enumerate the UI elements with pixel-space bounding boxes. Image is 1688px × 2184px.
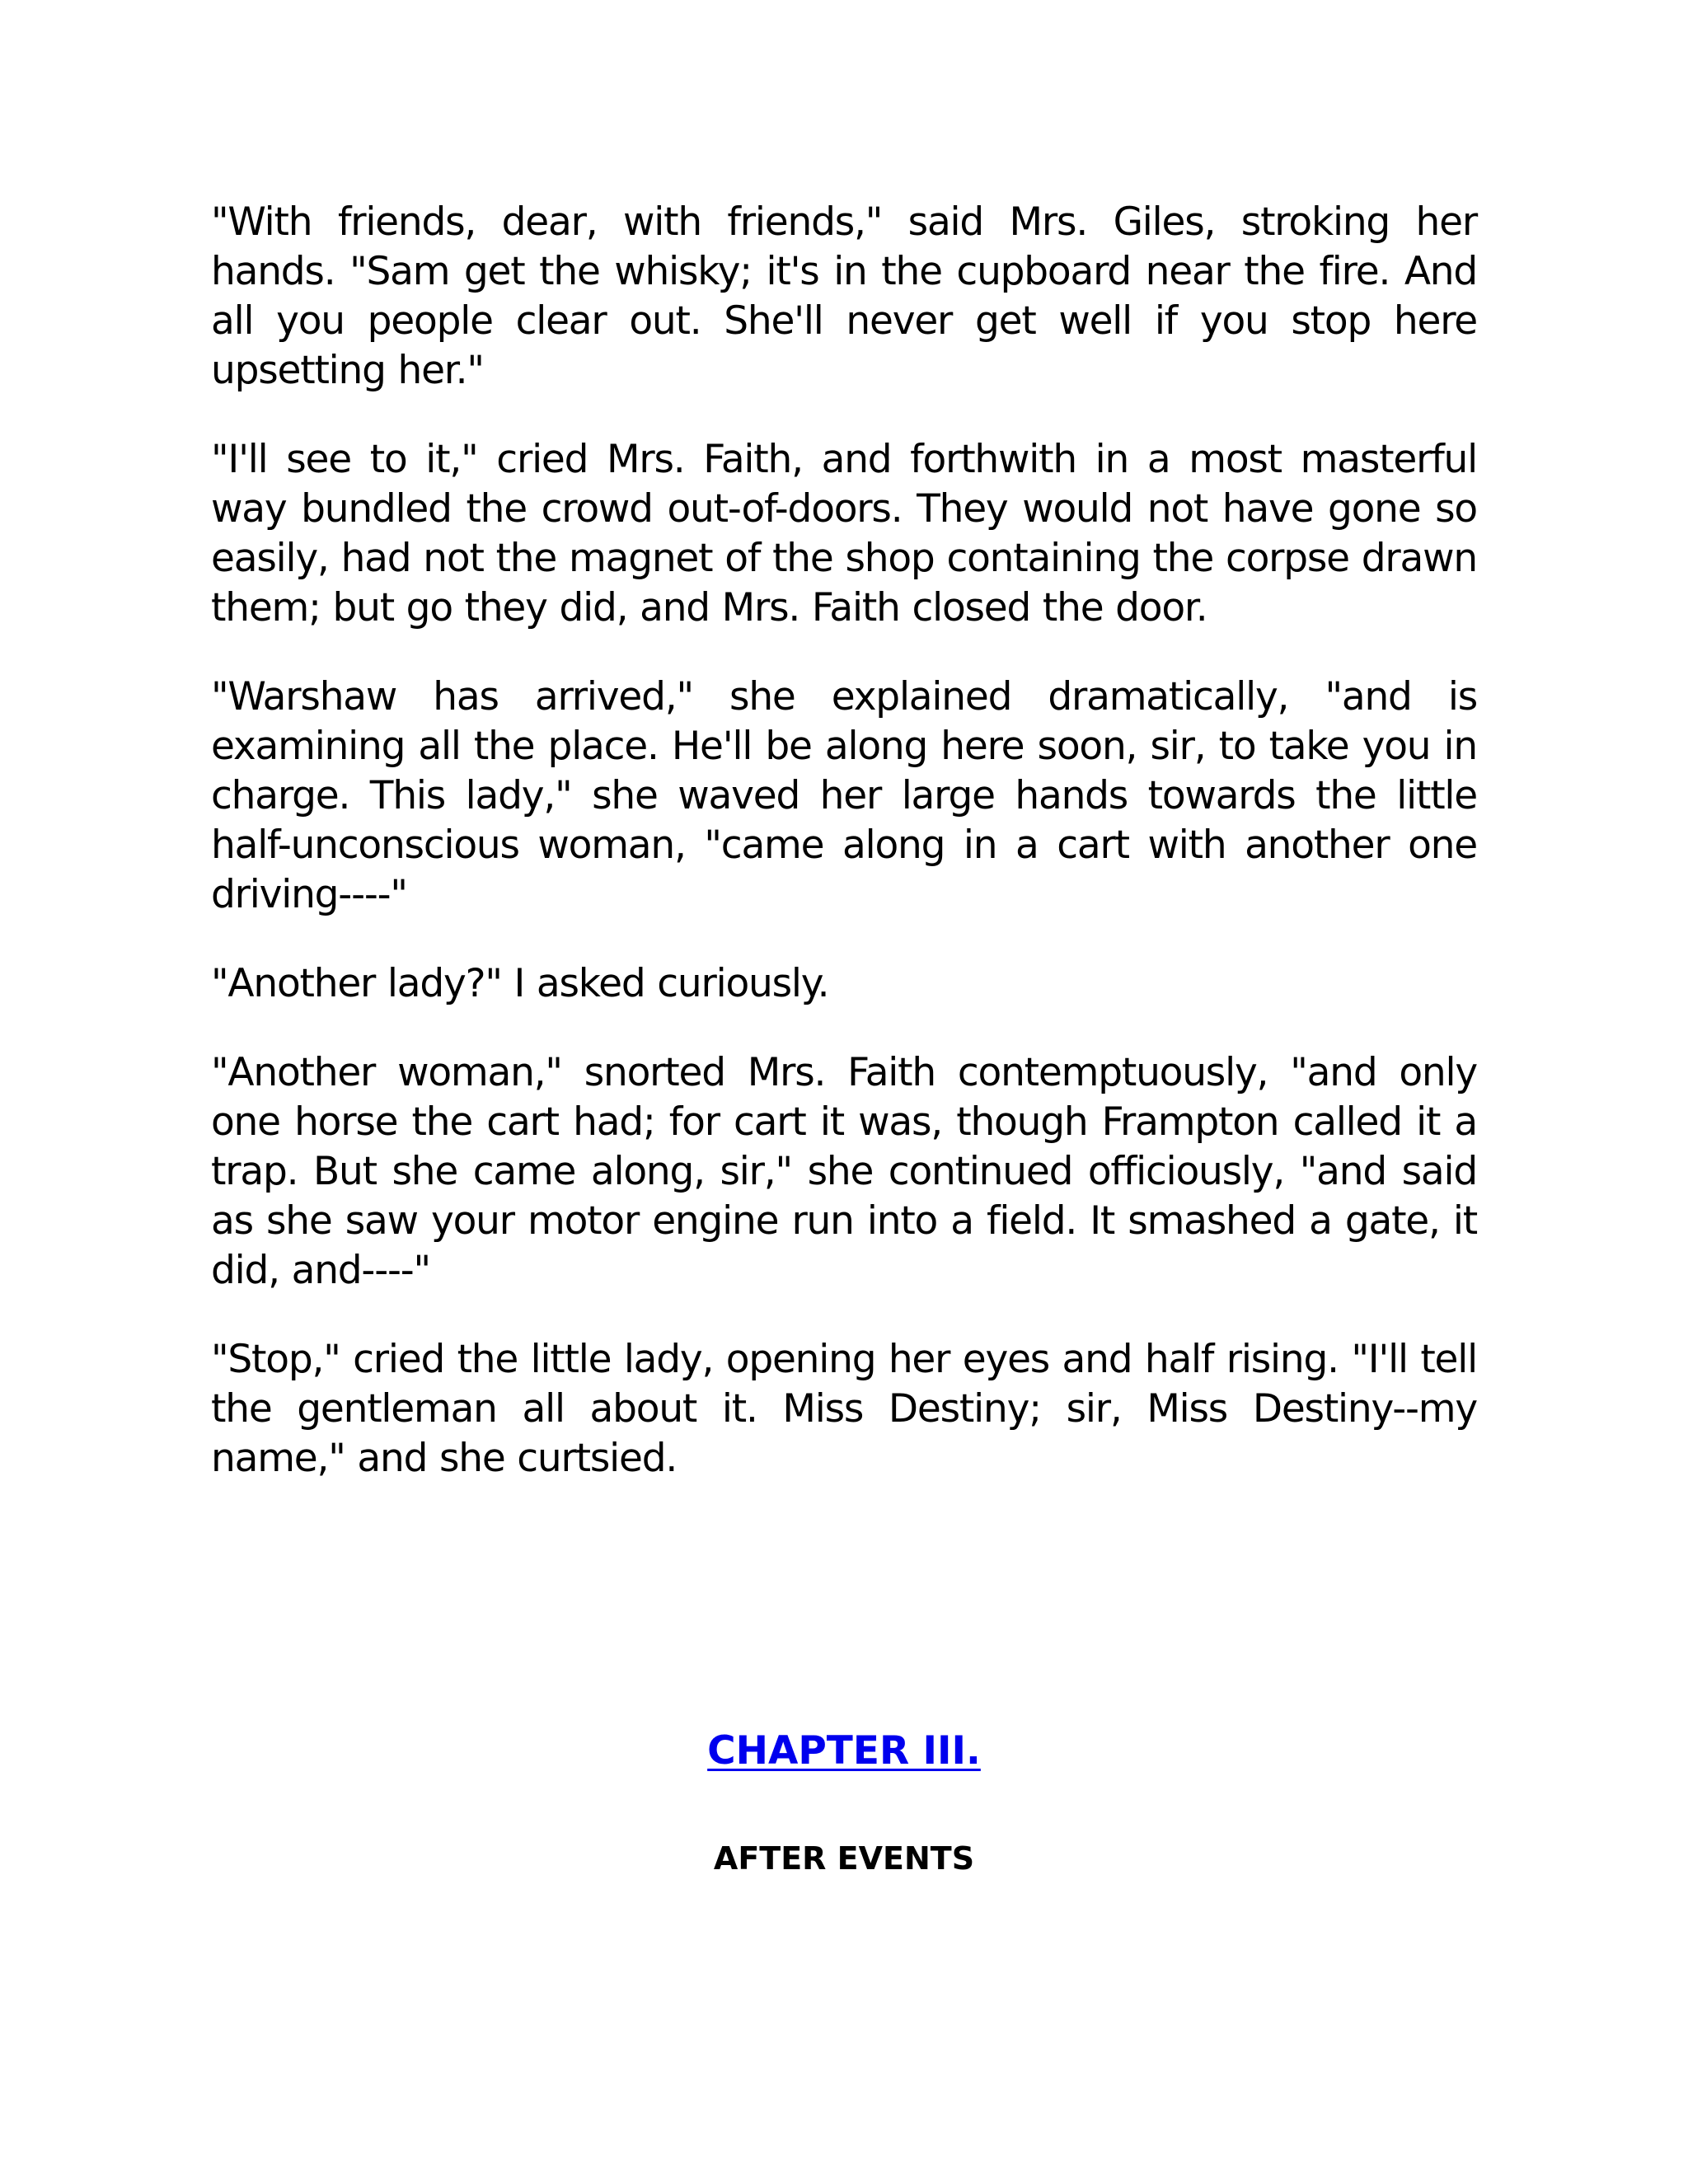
paragraph: "With friends, dear, with friends," said Mrs. Giles, stroking her hands. "Sam get the whisky; it's in the cupboard near the fire. And all you people clear out. She'll never get well if you stop here upsetting her." bbox=[211, 199, 1477, 393]
chapter-subtitle: AFTER EVENTS bbox=[713, 1840, 975, 1877]
paragraph: "Stop," cried the little lady, opening her eyes and half rising. "I'll tell the gentleman all about it. Miss Destiny; sir, Miss Destiny--my name," and she curtsied. bbox=[211, 1337, 1477, 1481]
book-page bbox=[211, 0, 1477, 2184]
chapter-heading-container bbox=[211, 1727, 1477, 1776]
chapter-heading-link[interactable]: CHAPTER III. bbox=[707, 1728, 981, 1774]
paragraph: "Warshaw has arrived," she explained dramatically, "and is examining all the place. He'll be along here soon, sir, to take you in charge. This lady," she waved her large hands towards the little half-unconscious woman, "came along in a cart with another one driving----" bbox=[211, 674, 1477, 917]
body-text bbox=[211, 198, 1477, 1483]
paragraph: "Another lady?" I asked curiously. bbox=[211, 961, 829, 1006]
paragraph: "Another woman," snorted Mrs. Faith contemptuously, "and only one horse the cart had; for cart it was, though Frampton called it a trap. But she came along, sir," she continued officiously, "and said as she saw your motor engine run into a field. It smashed a gate, it did, and----" bbox=[211, 1050, 1477, 1293]
paragraph: "I'll see to it," cried Mrs. Faith, and forthwith in a most masterful way bundled the crowd out-of-doors. They would not have gone so easily, had not the magnet of the shop containing the corpse drawn them; but go they did, and Mrs. Faith closed the door. bbox=[211, 437, 1477, 630]
